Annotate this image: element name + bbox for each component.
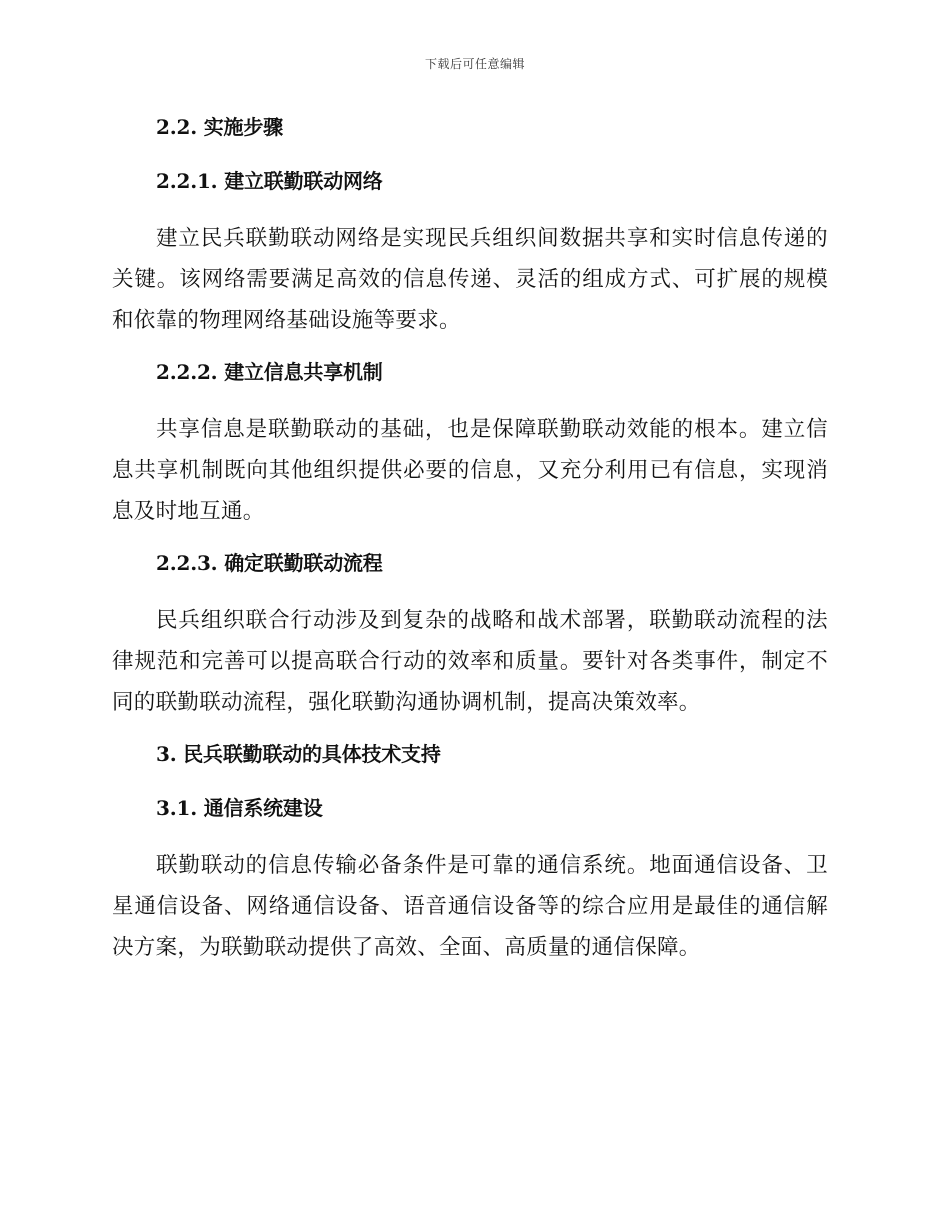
- section-heading-2-2-1: 2.2.1. 建立联勤联动网络: [156, 169, 383, 193]
- section-heading-2-2-2: 2.2.2. 建立信息共享机制: [156, 360, 383, 384]
- paragraph-2-2-2: 共享信息是联勤联动的基础，也是保障联勤联动效能的根本。建立信息共享机制既向其他组织提供必要的信息，又充分利用已有信息，实现消息及时地互通。: [112, 417, 828, 524]
- section-heading-2-2-3: 2.2.3. 确定联勤联动流程: [156, 551, 383, 575]
- section-heading-2-2: 2.2. 实施步骤: [156, 115, 283, 139]
- page-header: 下载后可任意编辑: [424, 57, 525, 71]
- paragraph-3-1: 联勤联动的信息传输必备条件是可靠的通信系统。地面通信设备、卫星通信设备、网络通信设备、语音通信设备等的综合应用是最佳的通信解决方案，为联勤联动提供了高效、全面、高质量的通信保障。: [112, 853, 828, 960]
- section-heading-3-1: 3.1. 通信系统建设: [156, 796, 323, 820]
- paragraph-2-2-3: 民兵组织联合行动涉及到复杂的战略和战术部署，联勤联动流程的法律规范和完善可以提高联合行动的效率和质量。要针对各类事件，制定不同的联勤联动流程，强化联勤沟通协调机制，提高决策效率。: [112, 608, 828, 715]
- section-heading-3: 3. 民兵联勤联动的具体技术支持: [156, 742, 441, 766]
- document-body: [112, 110, 828, 982]
- paragraph-2-2-1: 建立民兵联勤联动网络是实现民兵组织间数据共享和实时信息传递的关键。该网络需要满足高效的信息传递、灵活的组成方式、可扩展的规模和依靠的物理网络基础设施等要求。: [112, 226, 828, 333]
